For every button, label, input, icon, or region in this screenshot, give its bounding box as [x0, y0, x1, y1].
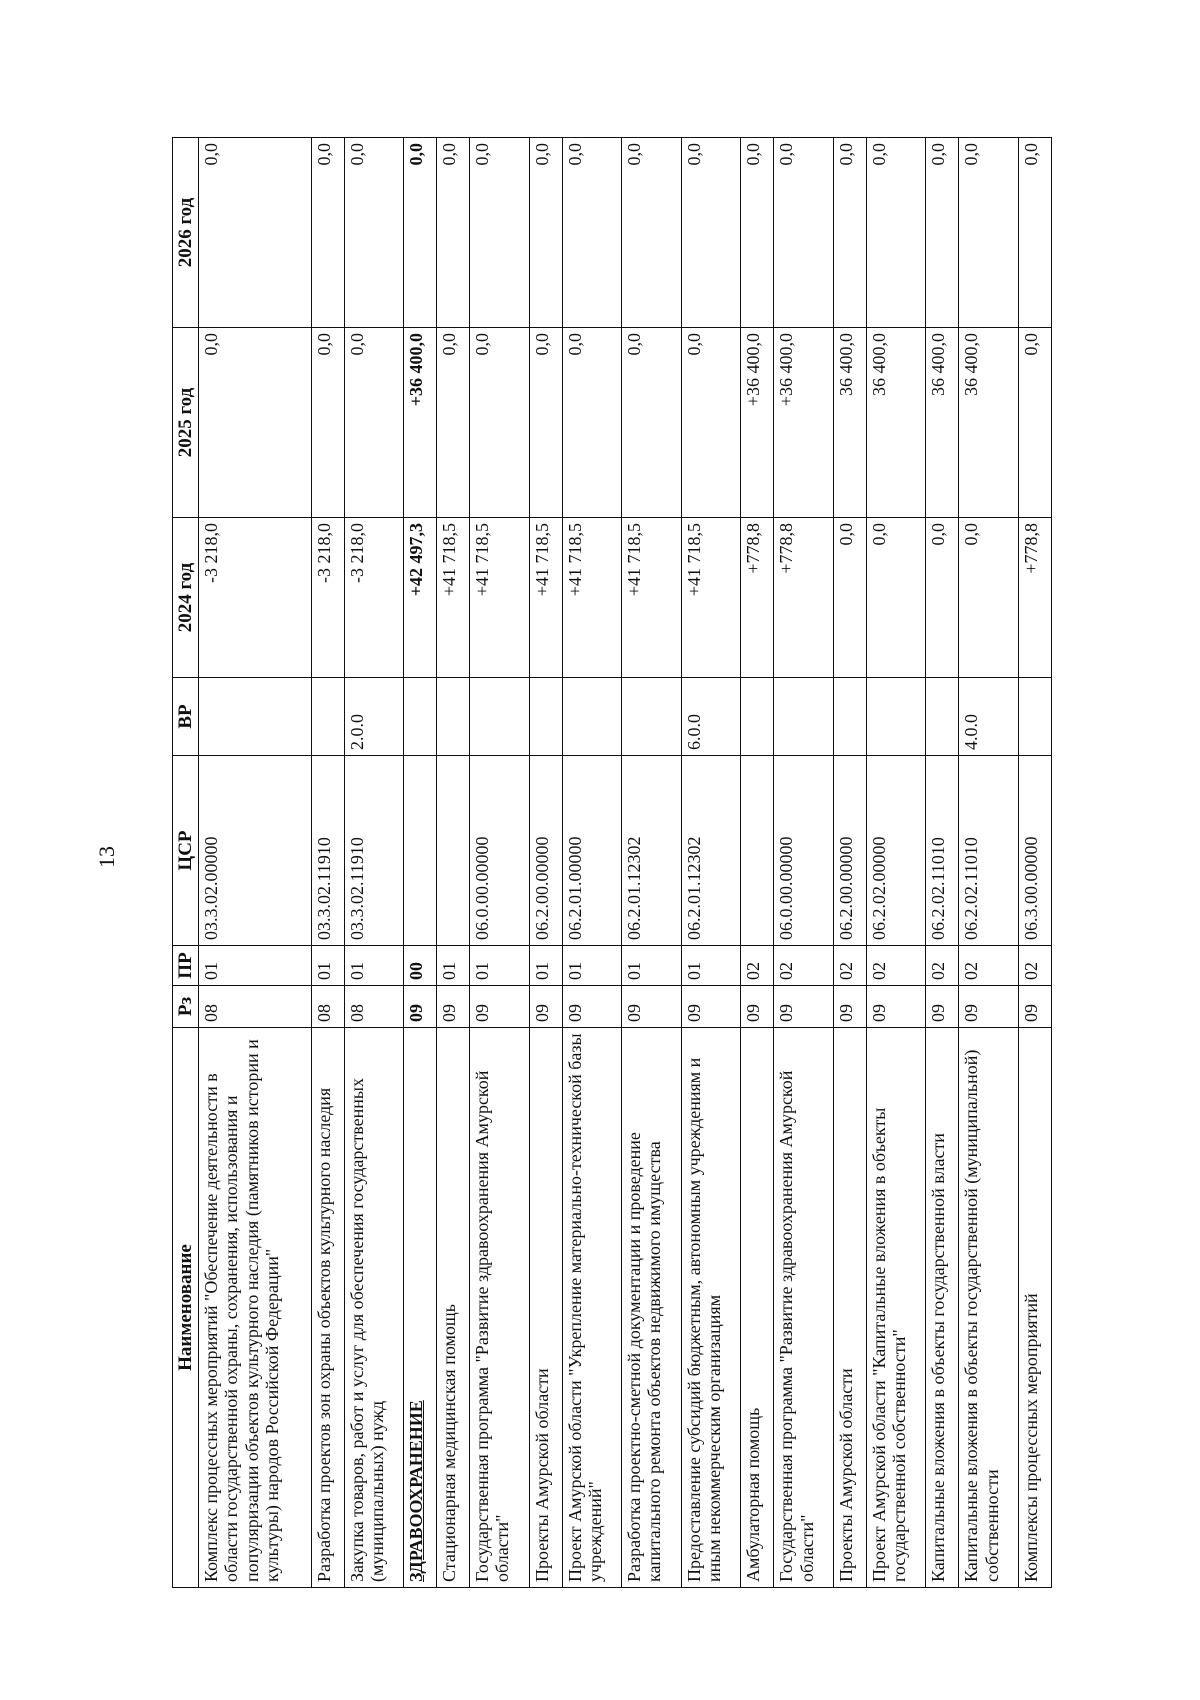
budget-table-container	[172, 138, 1052, 1588]
cell-2024: 0,0	[926, 518, 959, 678]
cell-2024: +42 497,3	[404, 518, 437, 678]
cell-csr: 06.2.00.00000	[833, 756, 866, 946]
cell-name: Разработка проектов зон охраны объектов культурного наследия	[311, 1028, 344, 1588]
cell-pr: 01	[681, 946, 741, 986]
cell-rz: 09	[681, 986, 741, 1028]
cell-2024: +41 718,5	[437, 518, 470, 678]
cell-vr	[199, 678, 311, 756]
cell-csr: 06.2.02.11010	[926, 756, 959, 946]
table-row	[774, 138, 834, 1588]
cell-2026: 0,0	[741, 138, 774, 328]
cell-2026: 0,0	[529, 138, 562, 328]
cell-2025: +36 400,0	[774, 328, 834, 518]
cell-name: Предоставление субсидий бюджетным, автономным учреждениям и иным некоммерческим организациям	[681, 1028, 741, 1588]
cell-2025: 0,0	[529, 328, 562, 518]
cell-csr	[404, 756, 437, 946]
cell-pr: 02	[866, 946, 926, 986]
table-header	[173, 138, 199, 1588]
cell-csr: 06.3.00.00000	[1018, 756, 1051, 946]
cell-name: Стационарная медицинская помощь	[437, 1028, 470, 1588]
cell-2026: 0,0	[681, 138, 741, 328]
cell-vr	[866, 678, 926, 756]
cell-name: Государственная программа "Развитие здравоохранения Амурской области"	[774, 1028, 834, 1588]
cell-csr: 06.0.00.00000	[774, 756, 834, 946]
cell-name: Капитальные вложения в объекты государственной власти	[926, 1028, 959, 1588]
cell-2024: +778,8	[774, 518, 834, 678]
cell-pr: 01	[470, 946, 530, 986]
cell-pr: 02	[833, 946, 866, 986]
cell-2025: 0,0	[681, 328, 741, 518]
cell-pr: 01	[437, 946, 470, 986]
cell-2025: +36 400,0	[741, 328, 774, 518]
cell-rz: 09	[562, 986, 622, 1028]
cell-rz: 09	[1018, 986, 1051, 1028]
cell-csr: 06.2.01.00000	[562, 756, 622, 946]
cell-2026: 0,0	[311, 138, 344, 328]
cell-rz: 09	[404, 986, 437, 1028]
cell-pr: 00	[404, 946, 437, 986]
cell-rz: 08	[199, 986, 311, 1028]
cell-rz: 08	[311, 986, 344, 1028]
table-row	[344, 138, 404, 1588]
cell-rz: 09	[959, 986, 1019, 1028]
cell-vr	[741, 678, 774, 756]
cell-2025: +36 400,0	[404, 328, 437, 518]
cell-rz: 09	[622, 986, 682, 1028]
cell-2026: 0,0	[866, 138, 926, 328]
cell-name: Проекты Амурской области	[529, 1028, 562, 1588]
cell-2026: 0,0	[562, 138, 622, 328]
table-body	[199, 138, 1052, 1588]
cell-2024: +778,8	[741, 518, 774, 678]
cell-rz: 09	[833, 986, 866, 1028]
cell-vr	[404, 678, 437, 756]
cell-csr: 03.3.02.00000	[199, 756, 311, 946]
cell-pr: 01	[311, 946, 344, 986]
table-row	[926, 138, 959, 1588]
table-row	[199, 138, 311, 1588]
cell-2025: 0,0	[199, 328, 311, 518]
cell-2026: 0,0	[344, 138, 404, 328]
cell-vr	[529, 678, 562, 756]
cell-csr	[437, 756, 470, 946]
cell-rz: 09	[866, 986, 926, 1028]
cell-2025: 0,0	[437, 328, 470, 518]
cell-2024: 0,0	[959, 518, 1019, 678]
cell-rz: 08	[344, 986, 404, 1028]
cell-2026: 0,0	[437, 138, 470, 328]
cell-2026: 0,0	[404, 138, 437, 328]
cell-2026: 0,0	[199, 138, 311, 328]
table-row	[741, 138, 774, 1588]
cell-vr: 4.0.0	[959, 678, 1019, 756]
table-row	[470, 138, 530, 1588]
cell-2024: +778,8	[1018, 518, 1051, 678]
cell-pr: 02	[741, 946, 774, 986]
cell-2026: 0,0	[1018, 138, 1051, 328]
table-row	[437, 138, 470, 1588]
table-row	[681, 138, 741, 1588]
cell-2025: 36 400,0	[866, 328, 926, 518]
cell-2025: 36 400,0	[959, 328, 1019, 518]
cell-pr: 01	[622, 946, 682, 986]
cell-vr	[622, 678, 682, 756]
cell-vr	[562, 678, 622, 756]
cell-vr	[311, 678, 344, 756]
header-2024: 2024 год	[173, 518, 199, 678]
cell-2025: 0,0	[311, 328, 344, 518]
cell-vr	[470, 678, 530, 756]
table-row	[866, 138, 926, 1588]
cell-name: ЗДРАВООХРАНЕНИЕ	[404, 1028, 437, 1588]
cell-pr: 01	[562, 946, 622, 986]
cell-rz: 09	[529, 986, 562, 1028]
cell-2026: 0,0	[622, 138, 682, 328]
cell-2024: -3 218,0	[344, 518, 404, 678]
cell-name: Комплексы процессных мероприятий	[1018, 1028, 1051, 1588]
cell-vr	[833, 678, 866, 756]
cell-name: Разработка проектно-сметной документации и проведение капитального ремонта объектов недвижимого имущества	[622, 1028, 682, 1588]
cell-2025: 0,0	[1018, 328, 1051, 518]
header-2025: 2025 год	[173, 328, 199, 518]
cell-vr	[774, 678, 834, 756]
cell-name: Проект Амурской области "Укрепление материально-технической базы учреждений"	[562, 1028, 622, 1588]
cell-vr: 2.0.0	[344, 678, 404, 756]
header-vr: ВР	[173, 678, 199, 756]
cell-rz: 09	[741, 986, 774, 1028]
cell-csr	[741, 756, 774, 946]
cell-pr: 02	[774, 946, 834, 986]
cell-csr: 06.2.02.00000	[866, 756, 926, 946]
cell-rz: 09	[437, 986, 470, 1028]
budget-table	[172, 137, 1052, 1588]
cell-name: Закупка товаров, работ и услуг для обеспечения государственных (муниципальных) нужд	[344, 1028, 404, 1588]
header-rz: Рз	[173, 986, 199, 1028]
table-row	[622, 138, 682, 1588]
cell-pr: 02	[926, 946, 959, 986]
cell-vr: 6.0.0	[681, 678, 741, 756]
cell-pr: 01	[344, 946, 404, 986]
cell-csr: 06.2.00.00000	[529, 756, 562, 946]
cell-2024: +41 718,5	[529, 518, 562, 678]
table-row	[404, 138, 437, 1588]
cell-csr: 06.0.00.00000	[470, 756, 530, 946]
cell-vr	[926, 678, 959, 756]
cell-2024: 0,0	[866, 518, 926, 678]
cell-pr: 01	[529, 946, 562, 986]
cell-csr: 06.2.02.11010	[959, 756, 1019, 946]
cell-vr	[437, 678, 470, 756]
page-number: 13	[94, 846, 119, 868]
cell-2024: +41 718,5	[681, 518, 741, 678]
cell-name: Проекты Амурской области	[833, 1028, 866, 1588]
cell-csr: 06.2.01.12302	[681, 756, 741, 946]
cell-csr: 06.2.01.12302	[622, 756, 682, 946]
cell-2026: 0,0	[959, 138, 1019, 328]
cell-rz: 09	[470, 986, 530, 1028]
header-2026: 2026 год	[173, 138, 199, 328]
cell-name: Комплекс процессных мероприятий "Обеспечение деятельности в области государственной охраны, сохранения, использования и популяризации объектов культурного наследия (памятников истории и культуры) народов Российской Федерации"	[199, 1028, 311, 1588]
table-row	[959, 138, 1019, 1588]
table-row	[562, 138, 622, 1588]
cell-csr: 03.3.02.11910	[311, 756, 344, 946]
cell-2026: 0,0	[774, 138, 834, 328]
cell-2024: -3 218,0	[199, 518, 311, 678]
cell-rz: 09	[926, 986, 959, 1028]
cell-2024: +41 718,5	[622, 518, 682, 678]
cell-name: Капитальные вложения в объекты государственной (муниципальной) собственности	[959, 1028, 1019, 1588]
cell-2024: 0,0	[833, 518, 866, 678]
table-row	[833, 138, 866, 1588]
cell-name: Проект Амурской области "Капитальные вложения в объекты государственной собственности"	[866, 1028, 926, 1588]
cell-2024: +41 718,5	[562, 518, 622, 678]
cell-rz: 09	[774, 986, 834, 1028]
cell-2025: 36 400,0	[926, 328, 959, 518]
cell-2024: -3 218,0	[311, 518, 344, 678]
cell-2026: 0,0	[470, 138, 530, 328]
cell-2026: 0,0	[926, 138, 959, 328]
cell-pr: 02	[1018, 946, 1051, 986]
cell-vr	[1018, 678, 1051, 756]
table-row	[1018, 138, 1051, 1588]
table-row	[311, 138, 344, 1588]
cell-2025: 0,0	[562, 328, 622, 518]
table-row	[529, 138, 562, 1588]
cell-name: Амбулаторная помощь	[741, 1028, 774, 1588]
header-csr: ЦСР	[173, 756, 199, 946]
cell-pr: 02	[959, 946, 1019, 986]
header-pr: ПР	[173, 946, 199, 986]
cell-csr: 03.3.02.11910	[344, 756, 404, 946]
cell-2025: 0,0	[344, 328, 404, 518]
cell-pr: 01	[199, 946, 311, 986]
cell-2025: 0,0	[470, 328, 530, 518]
cell-2025: 0,0	[622, 328, 682, 518]
cell-2025: 36 400,0	[833, 328, 866, 518]
cell-name: Государственная программа "Развитие здравоохранения Амурской области"	[470, 1028, 530, 1588]
cell-2026: 0,0	[833, 138, 866, 328]
header-name: Наименование	[173, 1028, 199, 1588]
cell-2024: +41 718,5	[470, 518, 530, 678]
